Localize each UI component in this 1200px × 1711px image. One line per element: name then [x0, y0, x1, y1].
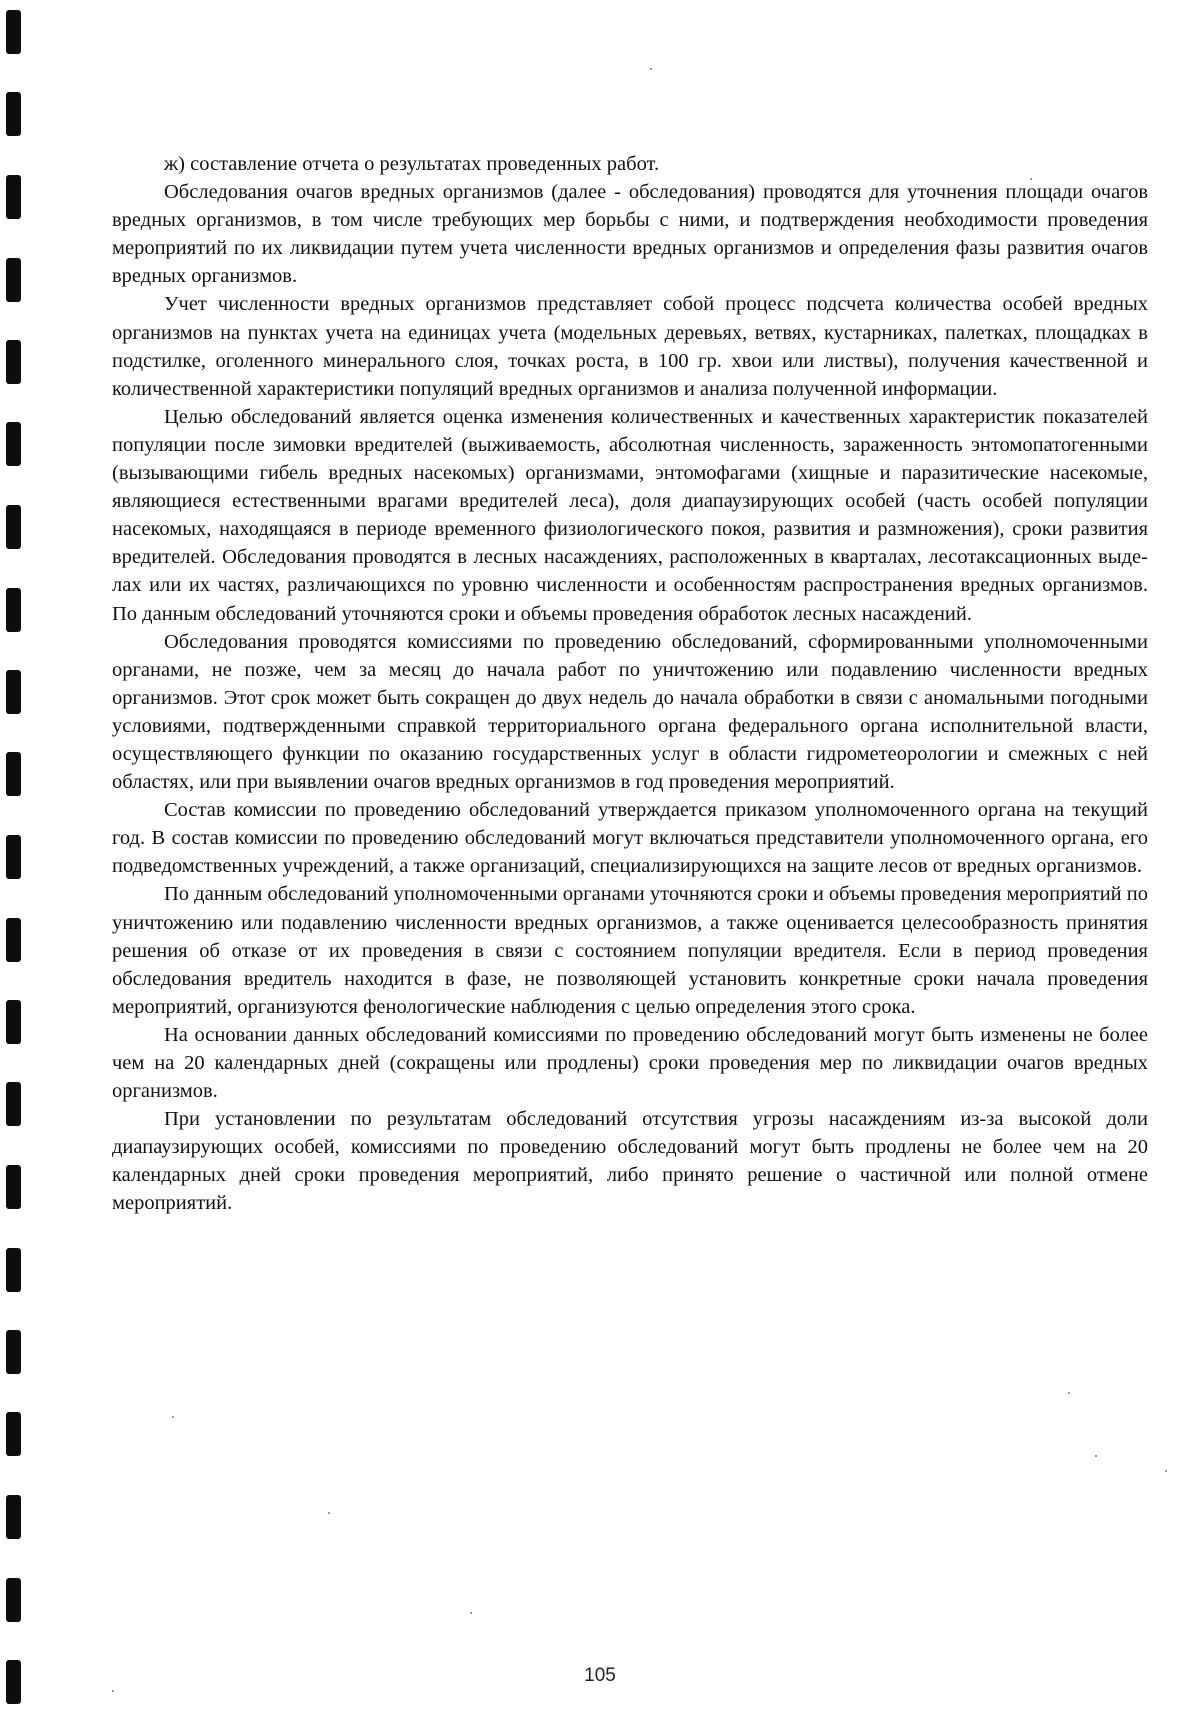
- binding-hole: [6, 505, 21, 549]
- paragraph-survey-goal: Целью обследований является оценка изменения количественных и качественных характеристик показателей популяции после зимовки вредителей (выживаемость, абсолютная численность, зараженность энтомопатогенными (вызывающими гибель вредных насекомых) организмами, энтомофагами (хищные и паразитические насекомые, являющиеся естественными врагами вредителей леса), доля диапаузирующих особей (часть особей популяции насекомых, находящаяся в периоде временного физиологического покоя, развития и размножения), сроки развития вредителей. Обследования проводятся в лесных насаждениях, расположенных в кварталах, лесотаксационных выделах или их частях, различающихся по уровню численности и особенностям распространения вредных организмов. По данным обследований уточняются сроки и объемы проведения обработок лесных насаждений.: [112, 405, 1148, 625]
- binding-hole: [6, 670, 21, 714]
- binding-hole: [6, 1082, 21, 1126]
- binding-hole: [6, 1000, 21, 1044]
- binding-hole: [6, 92, 21, 136]
- binding-hole: [6, 1330, 21, 1374]
- scan-speck: [1030, 178, 1032, 180]
- binding-hole: [6, 1412, 21, 1456]
- binding-hole: [6, 258, 21, 302]
- binding-hole: [6, 1248, 21, 1292]
- scan-speck: [470, 1612, 472, 1614]
- binding-hole: [6, 340, 21, 384]
- scan-speck: [1165, 1470, 1167, 1472]
- scan-speck: [1068, 1392, 1070, 1394]
- binding-hole: [6, 10, 21, 54]
- scan-speck: [172, 1416, 174, 1418]
- binding-hole: [6, 1495, 21, 1539]
- paragraph-commission-composition: Состав комиссии по проведению обследований утверждается приказом уполномоченного органа на текущий год. В состав комиссии по проведению обследований могут включаться представители уполномоченного органа, его подведомственных учреждений, а также организаций, специализирующихся на защите лесов от вредных организмов.: [112, 799, 1148, 878]
- paragraph-population-count: Учет численности вредных организмов представляет собой процесс подсчета количества особей вредных организмов на пунктах учета на единицах учета (модельных деревьях, ветвях, кустарниках, палетках, площадках в подстилке, оголенного минерального слоя, точках роста, в 100 гр. хвои или листвы), получения качественной и количественной характеристики популяций вредных организмов и анализа полученной информации.: [112, 293, 1148, 400]
- document-body: [112, 150, 1148, 1218]
- binding-hole: [6, 422, 21, 466]
- scan-speck: [328, 1512, 330, 1514]
- binding-hole: [6, 175, 21, 219]
- paragraph-deadline-changes: На основании данных обследований комиссиями по проведению обследований могут быть изменены не более чем на 20 календарных дней (сокращены или продлены) сроки проведения мер по ликвидации очагов вредных организмов.: [112, 1023, 1148, 1103]
- paragraph-survey-results: По данным обследований уполномоченными органами уточняются сроки и объемы проведения мероприятий по уничтожению или подавлению численности вредных организмов, а также оценивается целесообразность принятия решения об отказе от их проведения в связи с состоянием популяции вредителя. Если в период проведения обследования вредитель находится в фазе, не позволяющей установить конкретные сроки начала проведения мероприятий, организуются фенологические наблюдения с целью определения этого срока.: [112, 883, 1148, 1018]
- binding-hole: [6, 1578, 21, 1622]
- scan-speck: [650, 68, 652, 70]
- binding-hole: [6, 835, 21, 879]
- spiral-binding-holes: [6, 0, 30, 1711]
- binding-hole: [6, 1165, 21, 1209]
- paragraph-surveys-purpose: Обследования очагов вредных организмов (далее - обследования) проводятся для уточнения площади очагов вредных организмов, в том числе требующих мер борьбы с ними, и подтверждения необходимости проведения мероприятий по их ликвидации путем учета численности вредных организмов и определения фазы развития очагов вредных организмов.: [112, 181, 1148, 288]
- binding-hole: [6, 918, 21, 962]
- scan-speck: [1095, 1455, 1097, 1457]
- page-number: 105: [584, 1665, 616, 1686]
- binding-hole: [6, 588, 21, 632]
- paragraph-commissions: Обследования проводятся комиссиями по проведению обследований, сформированными уполномоченными органами, не позже, чем за месяц до начала работ по уничтожению или подавлению численности вредных организмов. Этот срок может быть сокращен до двух недель до начала обработки в связи с аномальными погодными условиями, подтвержденными справкой территориального органа федерального органа исполнительной власти, осуществляющего функции по оказанию государственных услуг в области гидрометеорологии и смежных с ней областях, или при выявлении очагов вредных организмов в год проведения мероприятий.: [112, 630, 1148, 794]
- paragraph-item-zh: ж) составление отчета о результатах проведенных работ.: [164, 153, 660, 175]
- binding-hole: [6, 752, 21, 796]
- paragraph-cancellation: При установлении по результатам обследований отсутствия угрозы насаждениям из-за высокой доли диапаузирующих особей, комиссиями по проведению обследований могут быть продлены не более чем на 20 календарных дней сроки проведения мероприятий, либо принято решение о частичной или полной отмене мероприятий.: [112, 1108, 1148, 1215]
- scan-speck: [112, 1690, 114, 1692]
